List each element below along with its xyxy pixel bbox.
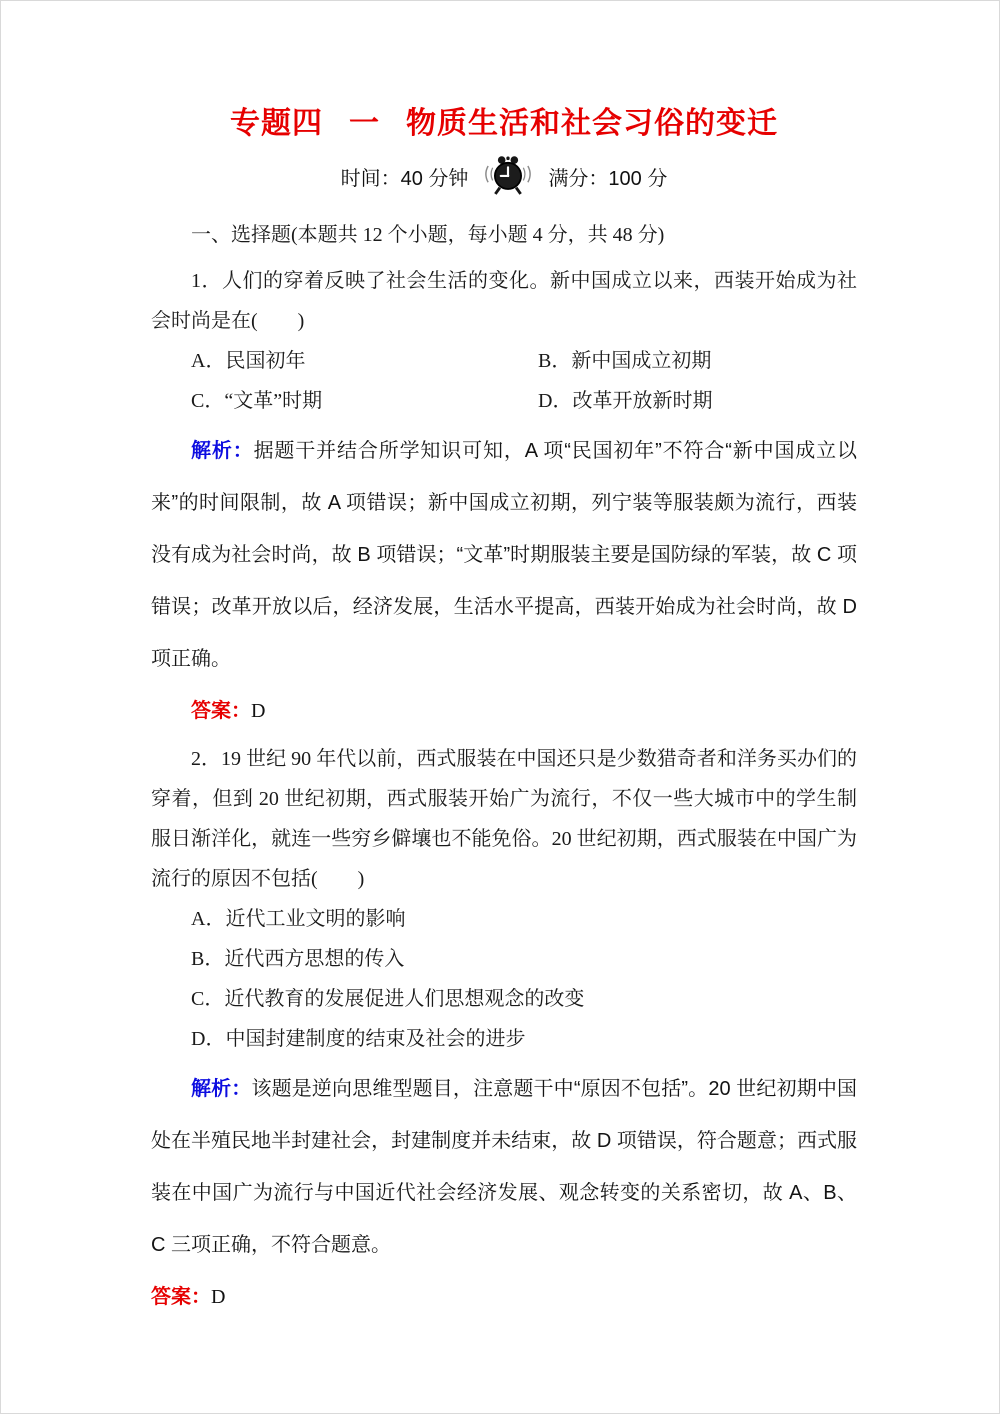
question-1-stem: 1．人们的穿着反映了社会生活的变化。新中国成立以来，西装开始成为社会时尚是在( ): [151, 270, 857, 332]
question-2-stem: 2．19 世纪 90 年代以前，西式服装在中国还只是少数猎奇者和洋务买办们的穿着，但到 20 世纪初期，西式服装开始广为流行，不仅一些大城市中的学生制服日渐洋化，就连一些穷乡僻壤也不能免俗。20 世纪初期，西式服装在中国广为流行的原因不包括( ): [151, 748, 857, 890]
question-2-option-b: B．近代西方思想的传入: [191, 948, 405, 970]
title-main: 物质生活和社会习俗的变迁: [406, 107, 778, 140]
section-header: 一、选择题(本题共 12 个小题，每小题 4 分，共 48 分): [191, 224, 665, 246]
question-1-option-c: C．“文革”时期: [191, 390, 323, 412]
answer-label: 答案：: [151, 1286, 211, 1308]
question-2: [151, 739, 857, 1319]
question-1: [151, 261, 857, 733]
question-2-analysis: [151, 1063, 857, 1271]
question-1-option-d: D．改革开放新时期: [538, 390, 713, 412]
answer-letter: D: [211, 1286, 226, 1308]
meta-line: [151, 157, 857, 201]
question-2-option-d: D．中国封建制度的结束及社会的进步: [191, 1028, 526, 1050]
analysis-text: 该题是逆向思维型题目，注意题干中“原因不包括”。20 世纪初期中国处在半殖民地半封建社会，封建制度并未结束，故 D 项错误，符合题意；西式服装在中国广为流行与中国近代社会经济发展、观念转变的关系密切，故 A、B、C 三项正确，不符合题意。: [151, 1078, 858, 1256]
question-2-option-a: A．近代工业文明的影响: [191, 908, 406, 930]
question-2-answer: [151, 1275, 857, 1319]
content-column: [151, 1, 857, 1319]
alarm-clock-icon: [480, 153, 536, 197]
question-1-analysis: [151, 425, 857, 685]
title-separator: 一: [349, 107, 380, 140]
question-1-options: [151, 341, 857, 421]
question-1-option-a: A．民国初年: [191, 350, 306, 372]
title-prefix: 专题四: [230, 107, 323, 140]
question-2-options: [151, 899, 857, 1059]
question-2-option-c: C．近代教育的发展促进人们思想观念的改变: [191, 988, 585, 1010]
answer-letter: D: [251, 700, 266, 722]
analysis-label: 解析：: [191, 440, 254, 462]
page-title: [151, 103, 857, 145]
score-label: 满分：100 分: [548, 168, 668, 190]
question-1-option-b: B．新中国成立初期: [538, 350, 712, 372]
analysis-text: 据题干并结合所学知识可知，A 项“民国初年”不符合“新中国成立以来”的时间限制，故 A 项错误；新中国成立初期，列宁装等服装颇为流行，西装没有成为社会时尚，故 B 项错误；“文革”时期服装主要是国防绿的军装，故 C 项错误；改革开放以后，经济发展，生活水平提高，西装开始成为社会时尚，故 D 项正确。: [151, 440, 858, 670]
time-label: 时间：40 分钟: [340, 168, 469, 190]
analysis-label: 解析：: [191, 1078, 252, 1100]
answer-label: 答案：: [191, 700, 251, 722]
question-1-answer: [151, 689, 857, 733]
